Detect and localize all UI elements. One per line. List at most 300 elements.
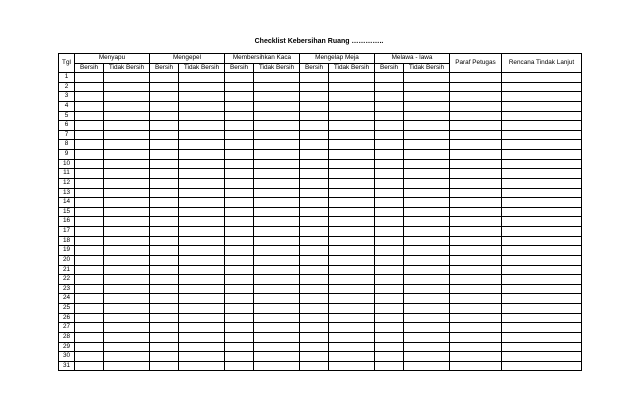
checklist-cell[interactable] — [375, 361, 404, 371]
checklist-cell[interactable] — [300, 111, 329, 121]
checklist-cell[interactable] — [225, 342, 254, 352]
checklist-cell[interactable] — [300, 92, 329, 102]
checklist-cell[interactable] — [502, 227, 582, 237]
checklist-cell[interactable] — [179, 82, 225, 92]
checklist-cell[interactable] — [300, 246, 329, 256]
checklist-cell[interactable] — [150, 207, 179, 217]
checklist-cell[interactable] — [254, 188, 300, 198]
checklist-cell[interactable] — [104, 323, 150, 333]
checklist-cell[interactable] — [254, 227, 300, 237]
checklist-cell[interactable] — [450, 352, 502, 362]
checklist-cell[interactable] — [329, 342, 375, 352]
checklist-cell[interactable] — [75, 169, 104, 179]
checklist-cell[interactable] — [150, 304, 179, 314]
checklist-cell[interactable] — [75, 246, 104, 256]
checklist-cell[interactable] — [404, 178, 450, 188]
checklist-cell[interactable] — [375, 236, 404, 246]
checklist-cell[interactable] — [150, 73, 179, 83]
checklist-cell[interactable] — [450, 294, 502, 304]
checklist-cell[interactable] — [404, 140, 450, 150]
checklist-cell[interactable] — [225, 236, 254, 246]
checklist-cell[interactable] — [300, 361, 329, 371]
checklist-cell[interactable] — [375, 92, 404, 102]
checklist-cell[interactable] — [75, 140, 104, 150]
checklist-cell[interactable] — [225, 130, 254, 140]
checklist-cell[interactable] — [404, 332, 450, 342]
checklist-cell[interactable] — [150, 169, 179, 179]
checklist-cell[interactable] — [104, 121, 150, 131]
checklist-cell[interactable] — [75, 130, 104, 140]
checklist-cell[interactable] — [179, 169, 225, 179]
checklist-cell[interactable] — [300, 207, 329, 217]
checklist-cell[interactable] — [225, 217, 254, 227]
checklist-cell[interactable] — [329, 255, 375, 265]
checklist-cell[interactable] — [179, 236, 225, 246]
checklist-cell[interactable] — [375, 323, 404, 333]
checklist-cell[interactable] — [404, 150, 450, 160]
checklist-cell[interactable] — [450, 236, 502, 246]
checklist-cell[interactable] — [75, 159, 104, 169]
checklist-cell[interactable] — [300, 178, 329, 188]
checklist-cell[interactable] — [254, 284, 300, 294]
checklist-cell[interactable] — [450, 188, 502, 198]
checklist-cell[interactable] — [502, 111, 582, 121]
checklist-cell[interactable] — [450, 121, 502, 131]
checklist-cell[interactable] — [225, 227, 254, 237]
checklist-cell[interactable] — [450, 150, 502, 160]
checklist-cell[interactable] — [150, 275, 179, 285]
checklist-cell[interactable] — [225, 121, 254, 131]
checklist-cell[interactable] — [150, 342, 179, 352]
checklist-cell[interactable] — [179, 73, 225, 83]
checklist-cell[interactable] — [179, 188, 225, 198]
checklist-cell[interactable] — [254, 246, 300, 256]
checklist-cell[interactable] — [179, 121, 225, 131]
checklist-cell[interactable] — [300, 342, 329, 352]
checklist-cell[interactable] — [450, 323, 502, 333]
checklist-cell[interactable] — [450, 332, 502, 342]
checklist-cell[interactable] — [75, 275, 104, 285]
checklist-cell[interactable] — [450, 178, 502, 188]
checklist-cell[interactable] — [150, 159, 179, 169]
checklist-cell[interactable] — [150, 294, 179, 304]
checklist-cell[interactable] — [150, 323, 179, 333]
checklist-cell[interactable] — [75, 188, 104, 198]
checklist-cell[interactable] — [179, 101, 225, 111]
checklist-cell[interactable] — [225, 361, 254, 371]
checklist-cell[interactable] — [300, 294, 329, 304]
checklist-cell[interactable] — [300, 227, 329, 237]
checklist-cell[interactable] — [225, 140, 254, 150]
checklist-cell[interactable] — [75, 178, 104, 188]
checklist-cell[interactable] — [75, 332, 104, 342]
checklist-cell[interactable] — [450, 275, 502, 285]
checklist-cell[interactable] — [502, 130, 582, 140]
checklist-cell[interactable] — [450, 227, 502, 237]
checklist-cell[interactable] — [375, 246, 404, 256]
checklist-cell[interactable] — [450, 169, 502, 179]
checklist-cell[interactable] — [300, 101, 329, 111]
checklist-cell[interactable] — [300, 304, 329, 314]
checklist-cell[interactable] — [150, 236, 179, 246]
checklist-cell[interactable] — [254, 150, 300, 160]
checklist-cell[interactable] — [75, 313, 104, 323]
checklist-cell[interactable] — [450, 217, 502, 227]
checklist-cell[interactable] — [104, 169, 150, 179]
checklist-cell[interactable] — [329, 92, 375, 102]
checklist-cell[interactable] — [329, 265, 375, 275]
checklist-cell[interactable] — [404, 284, 450, 294]
checklist-cell[interactable] — [75, 255, 104, 265]
checklist-cell[interactable] — [150, 313, 179, 323]
checklist-cell[interactable] — [300, 332, 329, 342]
checklist-cell[interactable] — [375, 294, 404, 304]
checklist-cell[interactable] — [75, 198, 104, 208]
checklist-cell[interactable] — [375, 130, 404, 140]
checklist-cell[interactable] — [329, 236, 375, 246]
checklist-cell[interactable] — [225, 159, 254, 169]
checklist-cell[interactable] — [75, 92, 104, 102]
checklist-cell[interactable] — [254, 323, 300, 333]
checklist-cell[interactable] — [104, 304, 150, 314]
checklist-cell[interactable] — [502, 304, 582, 314]
checklist-cell[interactable] — [254, 140, 300, 150]
checklist-cell[interactable] — [329, 169, 375, 179]
checklist-cell[interactable] — [75, 265, 104, 275]
checklist-cell[interactable] — [254, 236, 300, 246]
checklist-cell[interactable] — [404, 121, 450, 131]
checklist-cell[interactable] — [254, 217, 300, 227]
checklist-cell[interactable] — [329, 159, 375, 169]
checklist-cell[interactable] — [502, 361, 582, 371]
checklist-cell[interactable] — [450, 140, 502, 150]
checklist-cell[interactable] — [329, 304, 375, 314]
checklist-cell[interactable] — [404, 188, 450, 198]
checklist-cell[interactable] — [375, 332, 404, 342]
checklist-cell[interactable] — [104, 227, 150, 237]
checklist-cell[interactable] — [104, 207, 150, 217]
checklist-cell[interactable] — [375, 265, 404, 275]
checklist-cell[interactable] — [300, 188, 329, 198]
checklist-cell[interactable] — [104, 82, 150, 92]
checklist-cell[interactable] — [75, 217, 104, 227]
checklist-cell[interactable] — [104, 73, 150, 83]
checklist-cell[interactable] — [150, 140, 179, 150]
checklist-cell[interactable] — [225, 304, 254, 314]
checklist-cell[interactable] — [404, 207, 450, 217]
checklist-cell[interactable] — [502, 188, 582, 198]
checklist-cell[interactable] — [502, 101, 582, 111]
checklist-cell[interactable] — [502, 342, 582, 352]
checklist-cell[interactable] — [502, 313, 582, 323]
checklist-cell[interactable] — [300, 150, 329, 160]
checklist-cell[interactable] — [375, 342, 404, 352]
checklist-cell[interactable] — [375, 255, 404, 265]
checklist-cell[interactable] — [375, 73, 404, 83]
checklist-cell[interactable] — [254, 313, 300, 323]
checklist-cell[interactable] — [450, 255, 502, 265]
checklist-cell[interactable] — [404, 130, 450, 140]
checklist-cell[interactable] — [104, 332, 150, 342]
checklist-cell[interactable] — [254, 130, 300, 140]
checklist-cell[interactable] — [329, 227, 375, 237]
checklist-cell[interactable] — [254, 332, 300, 342]
checklist-cell[interactable] — [329, 275, 375, 285]
checklist-cell[interactable] — [404, 275, 450, 285]
checklist-cell[interactable] — [502, 92, 582, 102]
checklist-cell[interactable] — [450, 284, 502, 294]
checklist-cell[interactable] — [375, 121, 404, 131]
checklist-cell[interactable] — [150, 227, 179, 237]
checklist-cell[interactable] — [179, 246, 225, 256]
checklist-cell[interactable] — [502, 159, 582, 169]
checklist-cell[interactable] — [375, 111, 404, 121]
checklist-cell[interactable] — [254, 352, 300, 362]
checklist-cell[interactable] — [404, 73, 450, 83]
checklist-cell[interactable] — [450, 313, 502, 323]
checklist-cell[interactable] — [225, 284, 254, 294]
checklist-cell[interactable] — [179, 255, 225, 265]
checklist-cell[interactable] — [254, 92, 300, 102]
checklist-cell[interactable] — [225, 255, 254, 265]
checklist-cell[interactable] — [179, 284, 225, 294]
checklist-cell[interactable] — [404, 111, 450, 121]
checklist-cell[interactable] — [150, 332, 179, 342]
checklist-cell[interactable] — [179, 275, 225, 285]
checklist-cell[interactable] — [104, 217, 150, 227]
checklist-cell[interactable] — [104, 130, 150, 140]
checklist-cell[interactable] — [404, 246, 450, 256]
checklist-cell[interactable] — [300, 217, 329, 227]
checklist-cell[interactable] — [179, 227, 225, 237]
checklist-cell[interactable] — [502, 255, 582, 265]
checklist-cell[interactable] — [254, 275, 300, 285]
checklist-cell[interactable] — [254, 361, 300, 371]
checklist-cell[interactable] — [502, 352, 582, 362]
checklist-cell[interactable] — [254, 169, 300, 179]
checklist-cell[interactable] — [404, 323, 450, 333]
checklist-cell[interactable] — [179, 111, 225, 121]
checklist-cell[interactable] — [225, 73, 254, 83]
checklist-cell[interactable] — [75, 304, 104, 314]
checklist-cell[interactable] — [225, 275, 254, 285]
checklist-cell[interactable] — [329, 82, 375, 92]
checklist-cell[interactable] — [150, 101, 179, 111]
checklist-cell[interactable] — [254, 73, 300, 83]
checklist-cell[interactable] — [502, 82, 582, 92]
checklist-cell[interactable] — [225, 294, 254, 304]
checklist-cell[interactable] — [502, 332, 582, 342]
checklist-cell[interactable] — [450, 198, 502, 208]
checklist-cell[interactable] — [300, 169, 329, 179]
checklist-cell[interactable] — [450, 130, 502, 140]
checklist-cell[interactable] — [179, 217, 225, 227]
checklist-cell[interactable] — [225, 198, 254, 208]
checklist-cell[interactable] — [502, 73, 582, 83]
checklist-cell[interactable] — [502, 265, 582, 275]
checklist-cell[interactable] — [254, 294, 300, 304]
checklist-cell[interactable] — [254, 159, 300, 169]
checklist-cell[interactable] — [179, 332, 225, 342]
checklist-cell[interactable] — [375, 140, 404, 150]
checklist-cell[interactable] — [179, 342, 225, 352]
checklist-cell[interactable] — [225, 313, 254, 323]
checklist-cell[interactable] — [179, 150, 225, 160]
checklist-cell[interactable] — [329, 323, 375, 333]
checklist-cell[interactable] — [404, 217, 450, 227]
checklist-cell[interactable] — [329, 101, 375, 111]
checklist-cell[interactable] — [254, 101, 300, 111]
checklist-cell[interactable] — [150, 255, 179, 265]
checklist-cell[interactable] — [329, 332, 375, 342]
checklist-cell[interactable] — [75, 227, 104, 237]
checklist-cell[interactable] — [225, 82, 254, 92]
checklist-cell[interactable] — [104, 92, 150, 102]
checklist-cell[interactable] — [75, 121, 104, 131]
checklist-cell[interactable] — [300, 265, 329, 275]
checklist-cell[interactable] — [225, 101, 254, 111]
checklist-cell[interactable] — [450, 304, 502, 314]
checklist-cell[interactable] — [450, 82, 502, 92]
checklist-cell[interactable] — [502, 246, 582, 256]
checklist-cell[interactable] — [179, 294, 225, 304]
checklist-cell[interactable] — [75, 323, 104, 333]
checklist-cell[interactable] — [75, 236, 104, 246]
checklist-cell[interactable] — [75, 82, 104, 92]
checklist-cell[interactable] — [329, 294, 375, 304]
checklist-cell[interactable] — [329, 178, 375, 188]
checklist-cell[interactable] — [329, 73, 375, 83]
checklist-cell[interactable] — [300, 159, 329, 169]
checklist-cell[interactable] — [329, 111, 375, 121]
checklist-cell[interactable] — [404, 313, 450, 323]
checklist-cell[interactable] — [225, 246, 254, 256]
checklist-cell[interactable] — [375, 82, 404, 92]
checklist-cell[interactable] — [225, 150, 254, 160]
checklist-cell[interactable] — [104, 342, 150, 352]
checklist-cell[interactable] — [404, 82, 450, 92]
checklist-cell[interactable] — [104, 198, 150, 208]
checklist-cell[interactable] — [150, 92, 179, 102]
checklist-cell[interactable] — [300, 313, 329, 323]
checklist-cell[interactable] — [254, 207, 300, 217]
checklist-cell[interactable] — [329, 361, 375, 371]
checklist-cell[interactable] — [179, 178, 225, 188]
checklist-cell[interactable] — [150, 361, 179, 371]
checklist-cell[interactable] — [375, 159, 404, 169]
checklist-cell[interactable] — [104, 246, 150, 256]
checklist-cell[interactable] — [225, 207, 254, 217]
checklist-cell[interactable] — [502, 323, 582, 333]
checklist-cell[interactable] — [502, 121, 582, 131]
checklist-cell[interactable] — [179, 352, 225, 362]
checklist-cell[interactable] — [502, 150, 582, 160]
checklist-cell[interactable] — [502, 169, 582, 179]
checklist-cell[interactable] — [329, 313, 375, 323]
checklist-cell[interactable] — [502, 294, 582, 304]
checklist-cell[interactable] — [104, 255, 150, 265]
checklist-cell[interactable] — [450, 342, 502, 352]
checklist-cell[interactable] — [300, 284, 329, 294]
checklist-cell[interactable] — [75, 73, 104, 83]
checklist-cell[interactable] — [450, 111, 502, 121]
checklist-cell[interactable] — [254, 342, 300, 352]
checklist-cell[interactable] — [150, 188, 179, 198]
checklist-cell[interactable] — [404, 227, 450, 237]
checklist-cell[interactable] — [150, 284, 179, 294]
checklist-cell[interactable] — [300, 130, 329, 140]
checklist-cell[interactable] — [75, 294, 104, 304]
checklist-cell[interactable] — [375, 352, 404, 362]
checklist-cell[interactable] — [450, 101, 502, 111]
checklist-cell[interactable] — [179, 198, 225, 208]
checklist-cell[interactable] — [404, 361, 450, 371]
checklist-cell[interactable] — [225, 352, 254, 362]
checklist-cell[interactable] — [104, 361, 150, 371]
checklist-cell[interactable] — [375, 284, 404, 294]
checklist-cell[interactable] — [150, 217, 179, 227]
checklist-cell[interactable] — [375, 150, 404, 160]
checklist-cell[interactable] — [300, 73, 329, 83]
checklist-cell[interactable] — [225, 265, 254, 275]
checklist-cell[interactable] — [225, 92, 254, 102]
checklist-cell[interactable] — [300, 198, 329, 208]
checklist-cell[interactable] — [75, 342, 104, 352]
checklist-cell[interactable] — [150, 265, 179, 275]
checklist-cell[interactable] — [104, 284, 150, 294]
checklist-cell[interactable] — [225, 323, 254, 333]
checklist-cell[interactable] — [450, 361, 502, 371]
checklist-cell[interactable] — [150, 121, 179, 131]
checklist-cell[interactable] — [179, 130, 225, 140]
checklist-cell[interactable] — [179, 313, 225, 323]
checklist-cell[interactable] — [150, 130, 179, 140]
checklist-cell[interactable] — [300, 352, 329, 362]
checklist-cell[interactable] — [104, 236, 150, 246]
checklist-cell[interactable] — [104, 111, 150, 121]
checklist-cell[interactable] — [502, 198, 582, 208]
checklist-cell[interactable] — [375, 275, 404, 285]
checklist-cell[interactable] — [300, 255, 329, 265]
checklist-cell[interactable] — [329, 217, 375, 227]
checklist-cell[interactable] — [254, 255, 300, 265]
checklist-cell[interactable] — [502, 236, 582, 246]
checklist-cell[interactable] — [404, 198, 450, 208]
checklist-cell[interactable] — [300, 323, 329, 333]
checklist-cell[interactable] — [404, 159, 450, 169]
checklist-cell[interactable] — [104, 178, 150, 188]
checklist-cell[interactable] — [150, 111, 179, 121]
checklist-cell[interactable] — [179, 159, 225, 169]
checklist-cell[interactable] — [404, 294, 450, 304]
checklist-cell[interactable] — [104, 352, 150, 362]
checklist-cell[interactable] — [254, 265, 300, 275]
checklist-cell[interactable] — [225, 178, 254, 188]
checklist-cell[interactable] — [254, 178, 300, 188]
checklist-cell[interactable] — [404, 255, 450, 265]
checklist-cell[interactable] — [502, 217, 582, 227]
checklist-cell[interactable] — [404, 342, 450, 352]
checklist-cell[interactable] — [375, 207, 404, 217]
checklist-cell[interactable] — [150, 178, 179, 188]
checklist-cell[interactable] — [375, 178, 404, 188]
checklist-cell[interactable] — [150, 150, 179, 160]
checklist-cell[interactable] — [375, 313, 404, 323]
checklist-cell[interactable] — [75, 352, 104, 362]
checklist-cell[interactable] — [254, 304, 300, 314]
checklist-cell[interactable] — [329, 188, 375, 198]
checklist-cell[interactable] — [179, 304, 225, 314]
